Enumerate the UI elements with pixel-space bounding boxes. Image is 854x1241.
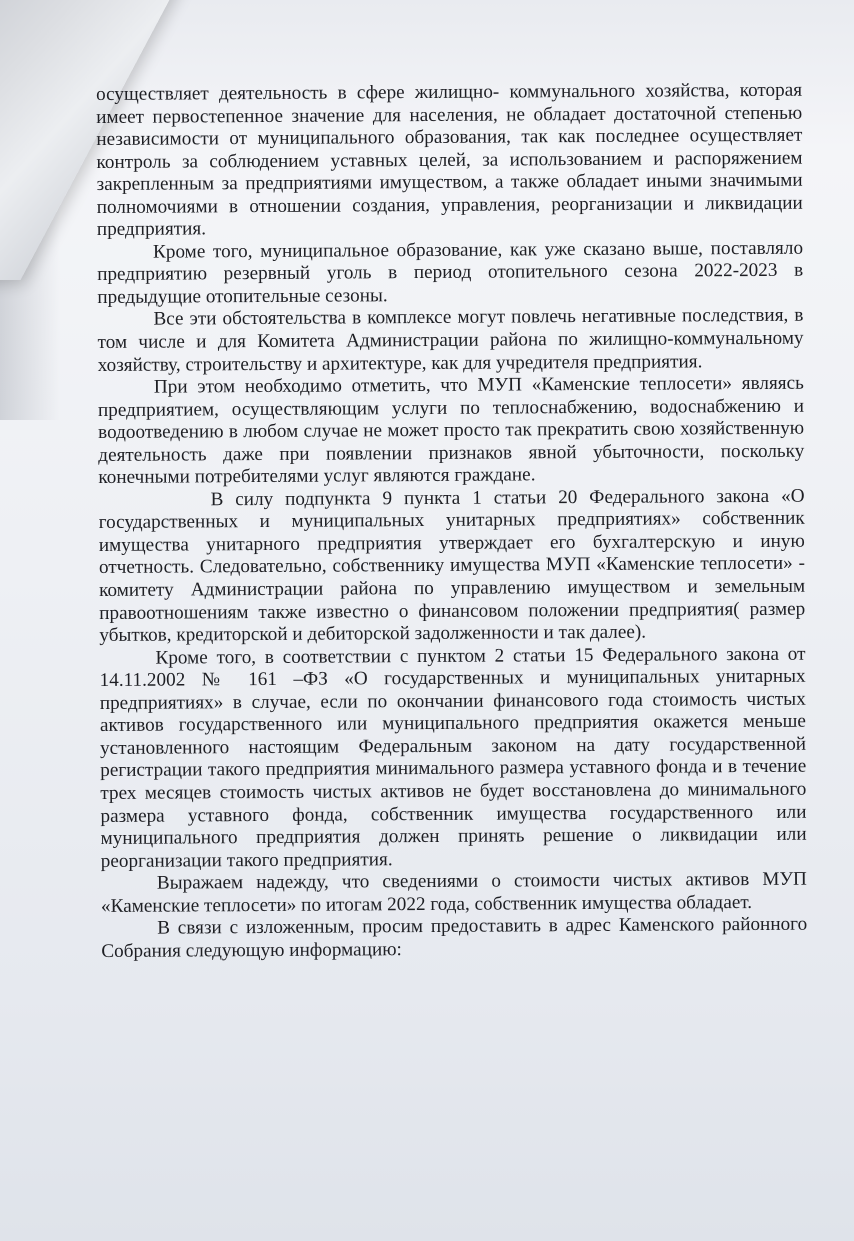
paragraph-8: В связи с изложенным, просим предоставить в адрес Каменского районного Собрания следующую информацию: — [101, 913, 808, 962]
paragraph-2: Кроме того, муниципальное образование, как уже сказано выше, поставляло предприятию резервный уголь в период отопительного сезона 2022-2023 в предыдущие отопительные сезоны. — [97, 237, 804, 308]
paragraph-7: Выражаем надежду, что сведениями о стоимости чистых активов МУП «Каменские теплосети» по итогам 2022 года, собственник имущества обладает. — [100, 868, 807, 917]
paragraph-6: Кроме того, в соответствии с пунктом 2 статьи 15 Федерального закона от 14.11.2002 № 161 –ФЗ «О государственных и муниципальных унитарных предприятиях» в случае, если по окончании финансового года стоимость чистых активов государственного или муниципального предприятия окажется меньше установленного настоящим Федеральным законом на дату государственной регистрации такого предприятия минимального размера уставного фонда и в течение трех месяцев стоимость чистых активов не будет восстановлена до минимального размера уставного фонда, собственник имущества государственного или муниципального предприятия должен принять решение о ликвидации или реорганизации такого предприятия. — [99, 643, 807, 872]
paragraph-3: Все эти обстоятельства в комплексе могут повлечь негативные последствия, в том числе и для Комитета Администрации района по жилищно-коммунальному хозяйству, строительству и архитектуре, как для учредителя предприятия. — [97, 305, 804, 376]
paragraph-4: При этом необходимо отметить, что МУП «Каменские теплосети» являясь предприятием, осуществляющим услуги по теплоснабжению, водоснабжению и водоотведению в любом случае не может просто так прекратить свою хозяйственную деятельность даже при появлении признаков явной убыточности, поскольку конечными потребителями услуг являются граждане. — [97, 372, 805, 489]
paragraph-5: В силу подпункта 9 пункта 1 статьи 20 Федерального закона «О государственных и муниципальных унитарных предприятиях» собственник имущества унитарного предприятия утверждает его бухгалтерскую и иную отчетность. Следовательно, собственнику имущества МУП «Каменские теплосети» - комитету Администрации района по управлению имуществом и земельным правоотношениям также известно о финансовом положении предприятия( размер убытков, кредиторской и дебиторской задолженности и так далее). — [98, 485, 806, 647]
document-body — [96, 80, 807, 964]
paragraph-1: осуществляет деятельность в сфере жилищно- коммунального хозяйства, которая имеет первостепенное значение для населения, не обладает достаточной степенью независимости от муниципального образования, так как последнее осуществляет контроль за соблюдением уставных целей, за использованием и распоряжением закрепленным за предприятиями имуществом, а также обладает иными значимыми полномочиями в отношении создания, управления, реорганизации и ликвидации предприятия. — [96, 79, 803, 241]
